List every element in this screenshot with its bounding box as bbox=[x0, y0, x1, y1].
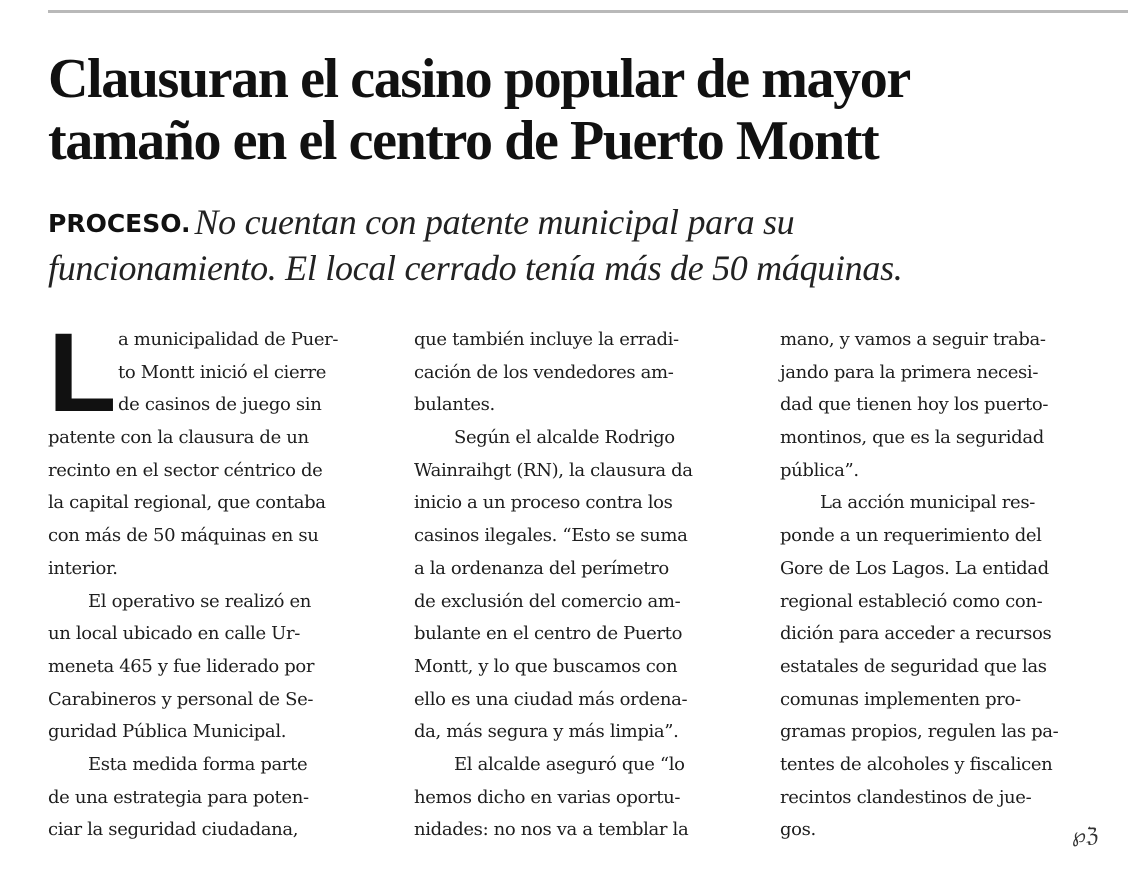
body-line: a la ordenanza del perímetro bbox=[414, 557, 669, 579]
body-line: la capital regional, que contaba bbox=[48, 492, 326, 514]
body-line: un local ubicado en calle Ur- bbox=[48, 623, 300, 645]
body-line: a municipalidad de Puer- bbox=[118, 329, 339, 350]
body-line: El operativo se realizó en bbox=[88, 590, 311, 612]
body-line: jando para la primera necesi- bbox=[780, 361, 1039, 383]
top-rule bbox=[48, 10, 1128, 13]
body-line: de casinos de juego sin bbox=[118, 394, 322, 416]
body-line: pública”. bbox=[780, 459, 859, 481]
body-line: guridad Pública Municipal. bbox=[48, 721, 287, 743]
body-line: bulantes. bbox=[414, 394, 495, 416]
body-line: to Montt inició el cierre bbox=[118, 361, 327, 383]
body-line: de una estrategia para poten- bbox=[48, 786, 309, 808]
deck-subheadline bbox=[48, 200, 1128, 290]
body-line: gos. bbox=[780, 819, 816, 841]
body-line: mano, y vamos a seguir traba- bbox=[780, 329, 1046, 350]
body-line: recinto en el sector céntrico de bbox=[48, 459, 323, 481]
deck-line-2: funcionamiento. El local cerrado tenía más de 50 máquinas. bbox=[48, 248, 903, 288]
body-line: interior. bbox=[48, 557, 118, 579]
body-line: inicio a un proceso contra los bbox=[414, 492, 673, 514]
deck-kicker: PROCESO. bbox=[48, 209, 191, 238]
body-line: patente con la clausura de un bbox=[48, 427, 309, 449]
end-of-article-mark: ℘ℨ bbox=[1072, 825, 1099, 847]
body-line: cación de los vendedores am- bbox=[414, 361, 674, 383]
body-line: gramas propios, regulen las pa- bbox=[780, 721, 1059, 743]
body-line: El alcalde aseguró que “lo bbox=[454, 753, 685, 775]
body-line: nidades: no nos va a temblar la bbox=[414, 819, 689, 841]
article-column-1 bbox=[48, 310, 376, 847]
body-line: dición para acceder a recursos bbox=[780, 623, 1052, 645]
body-line: La acción municipal res- bbox=[820, 492, 1035, 514]
body-line: de exclusión del comercio am- bbox=[414, 590, 681, 612]
body-line: Esta medida forma parte bbox=[88, 753, 308, 775]
body-line: Gore de Los Lagos. La entidad bbox=[780, 557, 1049, 579]
headline-line-2: tamaño en el centro de Puerto Montt bbox=[48, 110, 879, 172]
deck-text-1: No cuentan con patente municipal para su bbox=[194, 202, 795, 242]
body-line: comunas implementen pro- bbox=[780, 688, 1021, 710]
body-line: montinos, que es la seguridad bbox=[780, 427, 1044, 449]
body-line: casinos ilegales. “Esto se suma bbox=[414, 525, 688, 547]
body-line: meneta 465 y fue liderado por bbox=[48, 655, 315, 677]
body-line: que también incluye la erradi- bbox=[414, 329, 679, 350]
body-line: tentes de alcoholes y fiscalicen bbox=[780, 753, 1053, 775]
body-line: bulante en el centro de Puerto bbox=[414, 623, 683, 645]
body-line: dad que tienen hoy los puerto- bbox=[780, 394, 1049, 416]
body-line: ciar la seguridad ciudadana, bbox=[48, 819, 299, 841]
headline bbox=[48, 48, 1128, 172]
body-line: Según el alcalde Rodrigo bbox=[454, 427, 675, 449]
body-line: regional estableció como con- bbox=[780, 590, 1043, 612]
article-column-2 bbox=[414, 324, 744, 847]
deck-line-1 bbox=[48, 200, 1128, 246]
article-column-3 bbox=[780, 324, 1106, 847]
body-line: recintos clandestinos de jue- bbox=[780, 786, 1032, 808]
body-line: da, más segura y más limpia”. bbox=[414, 721, 679, 743]
body-line: Montt, y lo que buscamos con bbox=[414, 655, 678, 677]
body-line: ponde a un requerimiento del bbox=[780, 525, 1042, 547]
body-line: Carabineros y personal de Se- bbox=[48, 688, 314, 710]
drop-cap: L bbox=[48, 310, 117, 435]
body-line: con más de 50 máquinas en su bbox=[48, 525, 319, 547]
body-line: estatales de seguridad que las bbox=[780, 655, 1047, 677]
body-line: Wainraihgt (RN), la clausura da bbox=[414, 459, 693, 481]
headline-line-1: Clausuran el casino popular de mayor bbox=[48, 48, 910, 110]
body-line: ello es una ciudad más ordena- bbox=[414, 688, 688, 710]
body-line: hemos dicho en varias oportu- bbox=[414, 786, 681, 808]
